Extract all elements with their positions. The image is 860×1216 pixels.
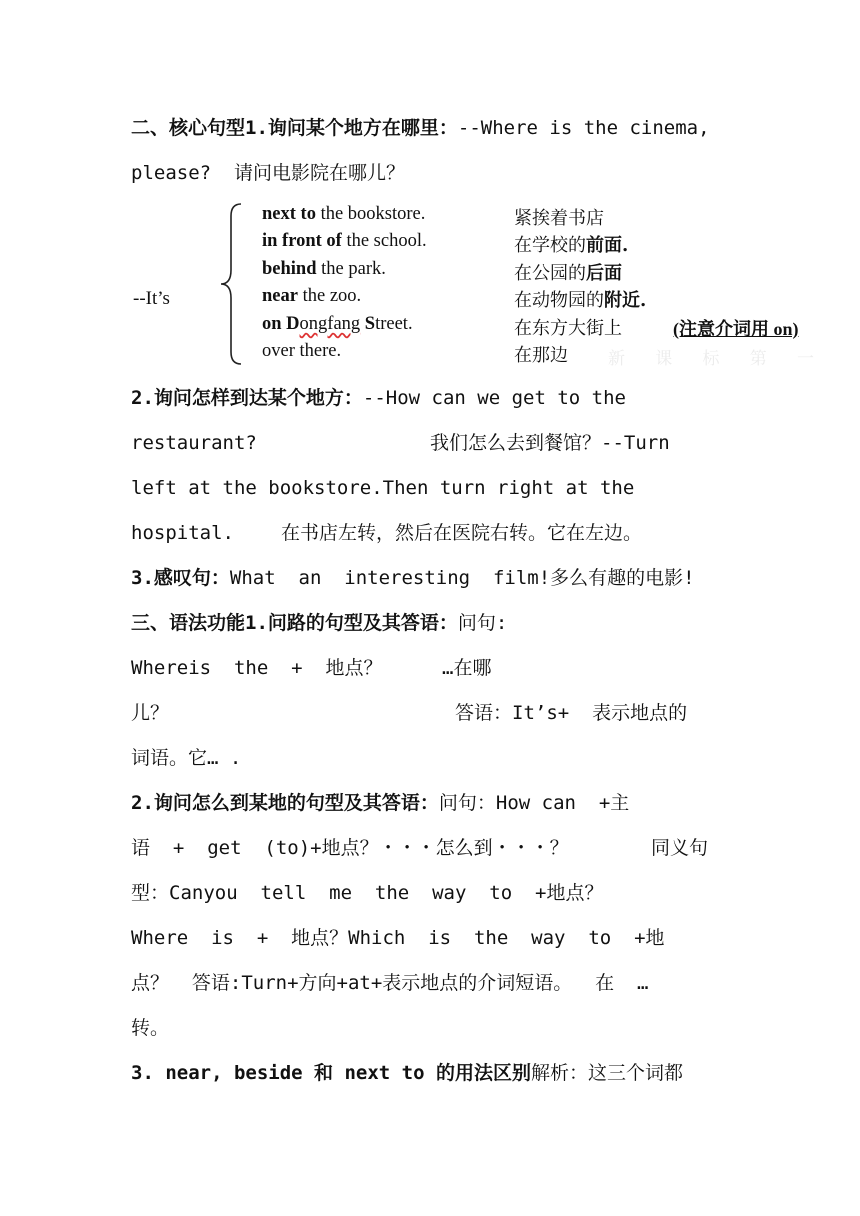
phrase-next-to: next to the bookstore. xyxy=(262,204,426,224)
phrase-over-there: over there. xyxy=(262,341,342,361)
section3-heading: 三、语法功能1.问路的句型及其答语： xyxy=(131,612,458,634)
its-label: --It’s xyxy=(133,288,170,309)
zh-over-there: 在那边 xyxy=(514,345,568,366)
zh-in-front-of: 在学校的前面. xyxy=(514,235,629,256)
section3-point3-line: 3. near, beside 和 next to 的用法区别解析：这三个词都 xyxy=(131,1062,683,1084)
phrase-on-street: on Dongfang Street. xyxy=(262,314,413,334)
section3-point2-line6: 转。 xyxy=(131,1017,170,1039)
section3-line2b: 答语：It’s+ 表示地点的 xyxy=(455,702,688,724)
section3-point2-line2a: 语 + get (to)+地点？・・・怎么到・・・？ xyxy=(131,837,569,859)
phrase-near: near the zoo. xyxy=(262,286,362,306)
section3-line1b: …在哪 xyxy=(442,657,492,679)
point2-restaurant: restaurant? xyxy=(131,432,257,454)
brace-icon xyxy=(219,202,249,366)
section3-line3: 词语。它… . xyxy=(131,747,242,769)
watermark-text: 新 课 标 第 一 xyxy=(608,349,824,369)
section3-line2a: 儿？ xyxy=(131,702,170,724)
point3-heading: 3.感叹句： xyxy=(131,567,230,589)
section2-heading: 二、核心句型1.询问某个地方在哪里： xyxy=(131,117,458,139)
question-where-cinema: --Where is the cinema, xyxy=(457,117,710,139)
point2-line1: 2.询问怎样到达某个地方：--How can we get to the xyxy=(131,387,626,409)
section3-point2-line3: 型：Canyou tell me the way to +地点？ xyxy=(131,882,604,904)
point3-line: 3.感叹句：What an interesting film!多么有趣的电影! xyxy=(131,567,695,589)
zh-next-to: 紧挨着书店 xyxy=(514,208,604,229)
section3-point2-heading: 2.询问怎么到某地的句型及其答语： xyxy=(131,792,439,814)
section3-line1a: Whereis the + 地点？ xyxy=(131,657,383,679)
point2-line3: left at the bookstore.Then turn right at the xyxy=(131,477,635,499)
point2-restaurant-zh: 我们怎么去到餐馆？--Turn xyxy=(430,432,670,454)
point2-hospital-zh: 在书店左转，然后在医院右转。它在左边。 xyxy=(281,522,643,544)
section3-point3-heading: 3. near, beside 和 next to 的用法区别 xyxy=(131,1062,531,1084)
section3-point2-line5: 点？ 答语:Turn+方向+at+表示地点的介词短语。 在 … xyxy=(131,972,649,994)
preposition-note: (注意介词用 on) xyxy=(673,319,799,339)
zh-on-street: 在东方大街上 xyxy=(514,318,622,339)
section3-point2-line2b: 同义句 xyxy=(651,837,709,859)
section3-point2-line1: 2.询问怎么到某地的句型及其答语：问句：How can +主 xyxy=(131,792,630,814)
question-continuation: please? 请问电影院在哪儿？ xyxy=(131,162,405,184)
section2-heading-line xyxy=(131,119,710,138)
zh-near: 在动物园的附近. xyxy=(514,290,647,311)
point2-heading: 2.询问怎样到达某个地方： xyxy=(131,387,363,409)
phrase-behind: behind the park. xyxy=(262,259,386,279)
location-phrases-figure xyxy=(131,198,851,370)
phrase-in-front-of: in front of the school. xyxy=(262,231,427,251)
zh-behind: 在公园的后面 xyxy=(514,263,622,284)
section3-point2-line4: Where is + 地点？Which is the way to +地 xyxy=(131,927,665,949)
section3-heading-line: 三、语法功能1.问路的句型及其答语：问句: xyxy=(131,612,508,634)
point2-hospital: hospital. xyxy=(131,522,234,544)
